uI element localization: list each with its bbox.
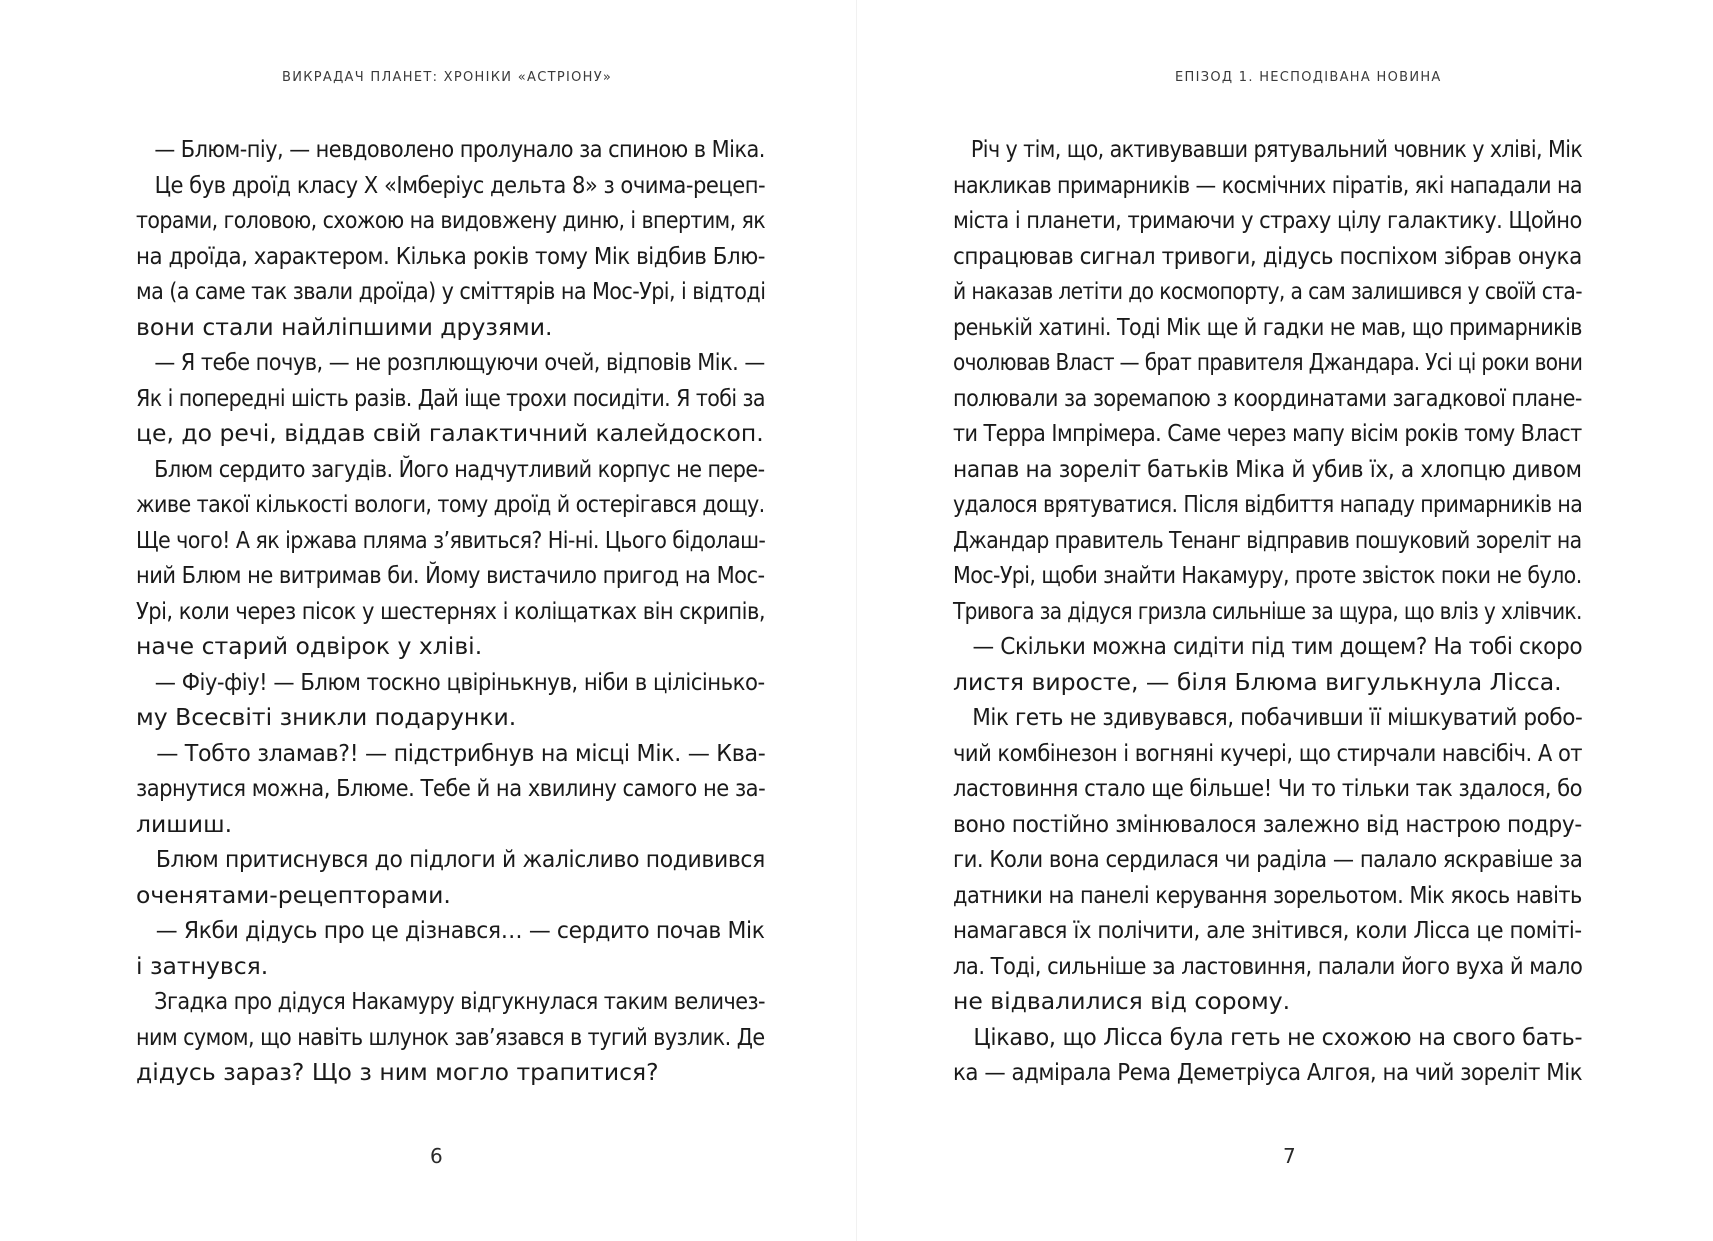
right-text-block (953, 132, 1582, 1091)
page-number-right: 7 (1283, 1144, 1296, 1168)
text-line: це, до речі, віддав свій галактичний калейдоскоп. (136, 419, 764, 447)
text-line: Цікаво, що Лісса була геть не схожою на свого бать- (953, 1022, 1583, 1051)
text-line: датники на панелі керування зорельотом. Мік якось навіть (953, 880, 1582, 909)
text-line: Мік геть не здивувався, побачивши її мішкуватий робо- (953, 703, 1583, 731)
text-line: на дроїда, характером. Кілька років тому Мік відбив Блю- (136, 241, 766, 270)
text-line: полювали за зоремапою з координатами загадкової плане- (953, 383, 1582, 412)
text-line: ла. Тоді, сильніше за ластовиння, палали його вуха й мало (953, 951, 1583, 980)
text-line: Ще чого! А як іржава пляма з’явиться? Ні-ні. Цього бідолаш- (136, 525, 766, 554)
text-line: накликав примарників — космічних піратів, які нападали на (953, 170, 1583, 199)
left-page (0, 0, 856, 1241)
text-line: ги. Коли вона сердилася чи раділа — палало яскравіше за (953, 845, 1583, 873)
text-line: Блюм сердито загудів. Його надчутливий корпус не пере- (136, 454, 765, 483)
text-line: ма (а саме так звали дроїда) у сміттярів на Мос-Урі, і відтоді (136, 277, 766, 305)
text-line: торами, головою, схожою на видовжену диню, і впертим, як (136, 206, 766, 234)
text-line: не відвалилися від сорому. (953, 987, 1291, 1015)
text-line: Тривога за дідуся гризла сильніше за щура, що вліз у хлівчик. (953, 596, 1582, 625)
text-line: Мос-Урі, щоби знайти Накамуру, проте звісток поки не було. (953, 561, 1582, 589)
text-line: — Фіу-фіу! — Блюм тоскно цвірінькнув, ніби в цілісінько- (136, 667, 765, 696)
text-line: Річ у тім, що, активувавши рятувальний човник у хліві, Мік (953, 135, 1583, 163)
text-line: — Скільки можна сидіти під тим дощем? На тобі скоро (953, 632, 1583, 660)
text-line: дідусь зараз? Що з ним могло трапитися? (136, 1058, 659, 1086)
text-line: — Тобто зламав?! — підстрибнув на місці Мік. — Ква- (136, 738, 766, 767)
text-line: ка — адмірала Рема Деметріуса Алгоя, на чий зореліт Мік (953, 1058, 1583, 1086)
text-line: — Блюм-піу, — невдоволено пролунало за спиною в Міка. (136, 135, 765, 163)
text-line: Це був дроїд класу Х «Імберіус дельта 8» з очима-рецеп- (136, 170, 766, 199)
text-line: живе такої кількості вологи, тому дроїд й остерігався дощу. (136, 490, 765, 518)
text-line: й наказав летіти до космопорту, а сам залишився у своїй ста- (953, 277, 1582, 305)
text-line: оченятами-рецепторами. (136, 880, 451, 909)
text-line: намагався їх полічити, але знітився, коли Лісса це поміті- (953, 916, 1582, 944)
running-head-left: ВИКРАДАЧ ПЛАНЕТ: ХРОНІКИ «АСТРІОНУ» (282, 70, 613, 85)
text-line: очолював Власт — брат правителя Джандара. Усі ці роки вони (953, 348, 1583, 376)
text-line: — Якби дідусь про це дізнався… — сердито почав Мік (136, 916, 765, 944)
right-page (857, 0, 1713, 1241)
text-line: спрацював сигнал тривоги, дідусь поспіхом зібрав онука (953, 241, 1582, 270)
text-line: чий комбінезон і вогняні кучері, що стирчали навсібіч. А от (953, 738, 1583, 767)
text-line: Урі, коли через пісок у шестернях і коліщатках він скрипів, (136, 596, 765, 625)
text-line: удалося врятуватися. Після відбиття нападу примарників на (953, 490, 1583, 518)
text-line: міста і планети, тримаючи у страху цілу галактику. Щойно (953, 206, 1582, 234)
text-line: му Всесвіті зникли подарунки. (136, 703, 517, 731)
text-line: наче старий одвірок у хліві. (136, 632, 483, 660)
text-line: напав на зореліт батьків Міка й убив їх, а хлопцю дивом (953, 454, 1582, 483)
text-line: зарнутися можна, Блюме. Тебе й на хвилину самого не за- (136, 774, 766, 802)
text-line: ти Терра Імпрімера. Саме через мапу вісім років тому Власт (953, 419, 1582, 447)
text-line: ренькій хатині. Тоді Мік ще й гадки не мав, що примарників (953, 312, 1582, 341)
left-text-block (136, 132, 765, 1091)
text-line: листя виросте, — біля Блюма вигулькнула Лісса. (953, 667, 1562, 696)
body-text (136, 132, 765, 1091)
text-line: ний Блюм не витримав би. Йому вистачило пригод на Мос- (136, 561, 765, 589)
text-line: воно постійно змінювалося залежно від настрою подру- (953, 809, 1582, 838)
text-line: і затнувся. (136, 951, 269, 980)
text-line: Як і попередні шість разів. Дай іще трохи посидіти. Я тобі за (136, 383, 765, 412)
text-line: ним сумом, що навіть шлунок зав’язався в тугий вузлик. Де (136, 1022, 765, 1051)
text-line: Згадка про дідуся Накамуру відгукнулася таким величез- (136, 987, 765, 1015)
text-line: Джандар правитель Тенанг відправив пошуковий зореліт на (953, 525, 1582, 554)
page-number-left: 6 (430, 1144, 443, 1168)
text-line: Блюм притиснувся до підлоги й жалісливо подивився (136, 845, 765, 873)
running-head-right: ЕПІЗОД 1. НЕСПОДІВАНА НОВИНА (1175, 70, 1442, 85)
text-line: — Я тебе почув, — не розплющуючи очей, відповів Мік. — (136, 348, 765, 376)
text-line: вони стали найліпшими друзями. (136, 312, 553, 341)
text-line: ластовиння стало ще більше! Чи то тільки так здалося, бо (953, 774, 1583, 802)
body-text (953, 132, 1582, 1091)
text-line: лишиш. (136, 809, 233, 838)
